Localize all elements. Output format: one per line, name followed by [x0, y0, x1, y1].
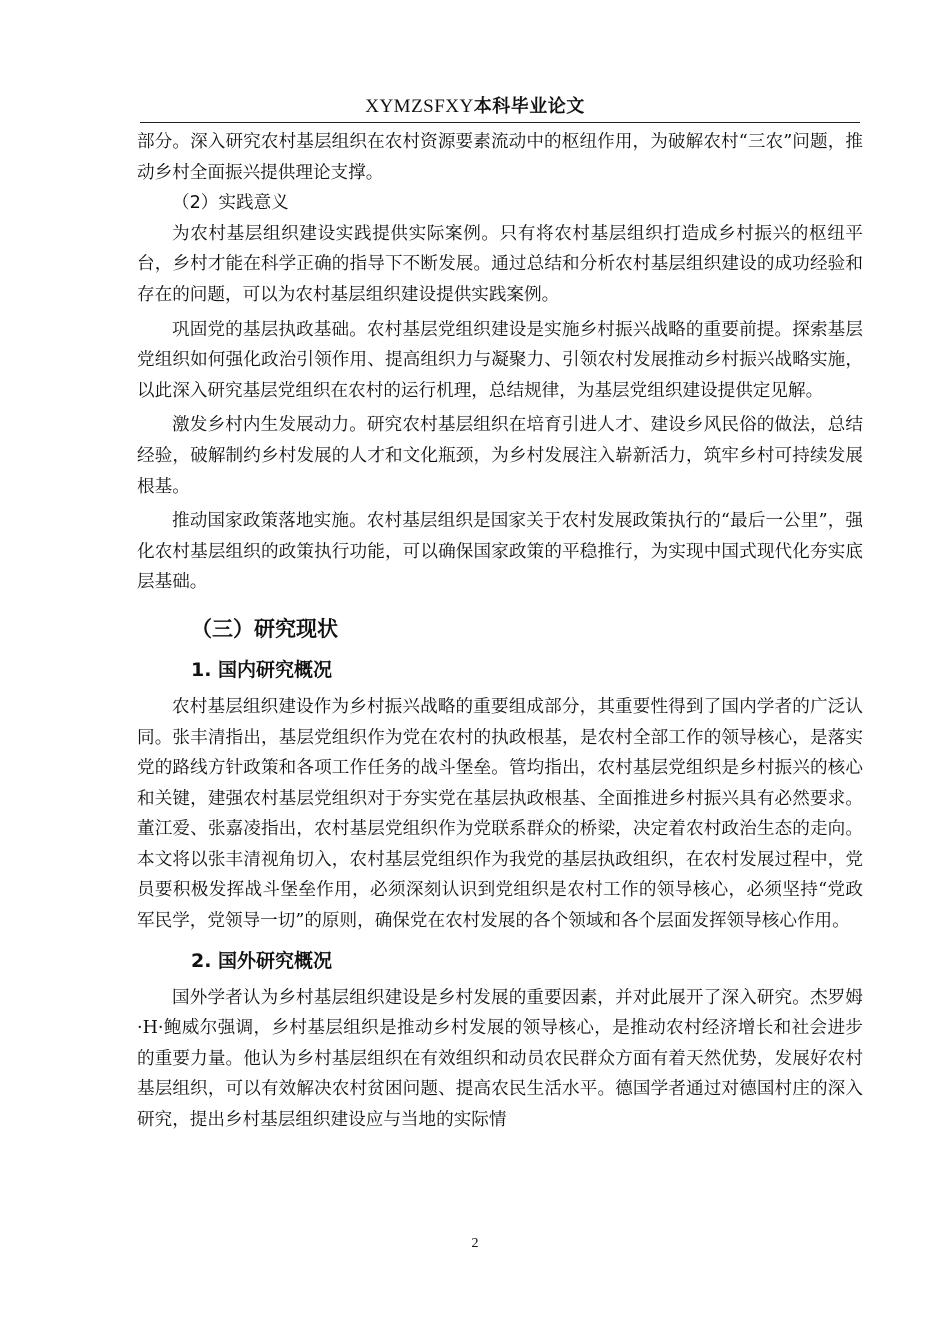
section-heading-research-status: （三）研究现状	[191, 616, 338, 641]
paragraph-practice-cases: 为农村基层组织建设实践提供实际案例。只有将农村基层组织打造成乡村振兴的枢纽平台，乡村才能在科学正确的指导下不断发展。通过总结和分析农村基层组织建设的成功经验和存在的问题，可以为农村基层组织建设提供实践案例。	[137, 223, 863, 305]
page-number: 2	[471, 1236, 479, 1251]
paragraph-foreign-research: 国外学者认为乡村基层组织建设是乡村发展的重要因素，并对此展开了深入研究。杰罗姆·H·鲍威尔强调，乡村基层组织是推动乡村发展的领导核心，是推动农村经济增长和社会进步的重要力量。他认为乡村基层组织在有效组织和动员农民群众方面有着天然优势，发展好农村基层组织，可以有效解决农村贫困问题、提高农民生活水平。德国学者通过对德国村庄的深入研究，提出乡村基层组织建设应与当地的实际情	[137, 987, 863, 1131]
subsection-heading-domestic: 1. 国内研究概况	[191, 658, 333, 681]
paragraph-continuation: 部分。深入研究农村基层组织在农村资源要素流动中的枢纽作用，为破解农村“三农”问题，推动乡村全面振兴提供理论支撑。	[137, 132, 863, 183]
page-body	[137, 127, 863, 1136]
paragraph-policy-implementation: 推动国家政策落地实施。农村基层组织是国家关于农村发展政策执行的“最后一公里”，强化农村基层组织的政策执行功能，可以确保国家政策的平稳推行，为实现中国式现代化夯实底层基础。	[137, 511, 863, 593]
page-header	[0, 92, 950, 118]
header-rule	[140, 122, 860, 123]
header-title: 本科毕业论文	[473, 96, 585, 117]
paragraph-domestic-research: 农村基层组织建设作为乡村振兴战略的重要组成部分，其重要性得到了国内学者的广泛认同。张丰清指出，基层党组织作为党在农村的执政根基，是农村全部工作的领导核心，是落实党的路线方针政策和各项工作任务的战斗堡垒。管均指出，农村基层党组织是乡村振兴的核心和关键，建强农村基层党组织对于夯实党在基层执政根基、全面推进乡村振兴具有必然要求。董江爱、张嘉凌指出，农村基层党组织作为党联系群众的桥梁，决定着农村政治生态的走向。本文将以张丰清视角切入，农村基层党组织作为我党的基层执政组织，在农村发展过程中，党员要积极发挥战斗堡垒作用，必须深刻认识到党组织是农村工作的领导核心，必须坚持“党政军民学，党领导一切”的原则，确保党在农村发展的各个领域和各个层面发挥领导核心作用。	[137, 696, 863, 932]
paragraph-party-foundation: 巩固党的基层执政基础。农村基层党组织建设是实施乡村振兴战略的重要前提。探索基层党组织如何强化政治引领作用、提高组织力与凝聚力、引领农村发展推动乡村振兴战略实施，以此深入研究基层党组织在农村的运行机理，总结规律，为基层党组织建设提供定见解。	[137, 319, 863, 401]
paragraph-endogenous-power: 激发乡村内生发展动力。研究农村基层组织在培育引进人才、建设乡风民俗的做法，总结经验，破解制约乡村发展的人才和文化瓶颈，为乡村发展注入崭新活力，筑牢乡村可持续发展根基。	[137, 415, 863, 497]
subsection-heading-foreign: 2. 国外研究概况	[191, 949, 333, 972]
practical-significance-heading: （2）实践意义	[172, 193, 289, 214]
header-code: XYMZSFXY	[365, 96, 474, 117]
